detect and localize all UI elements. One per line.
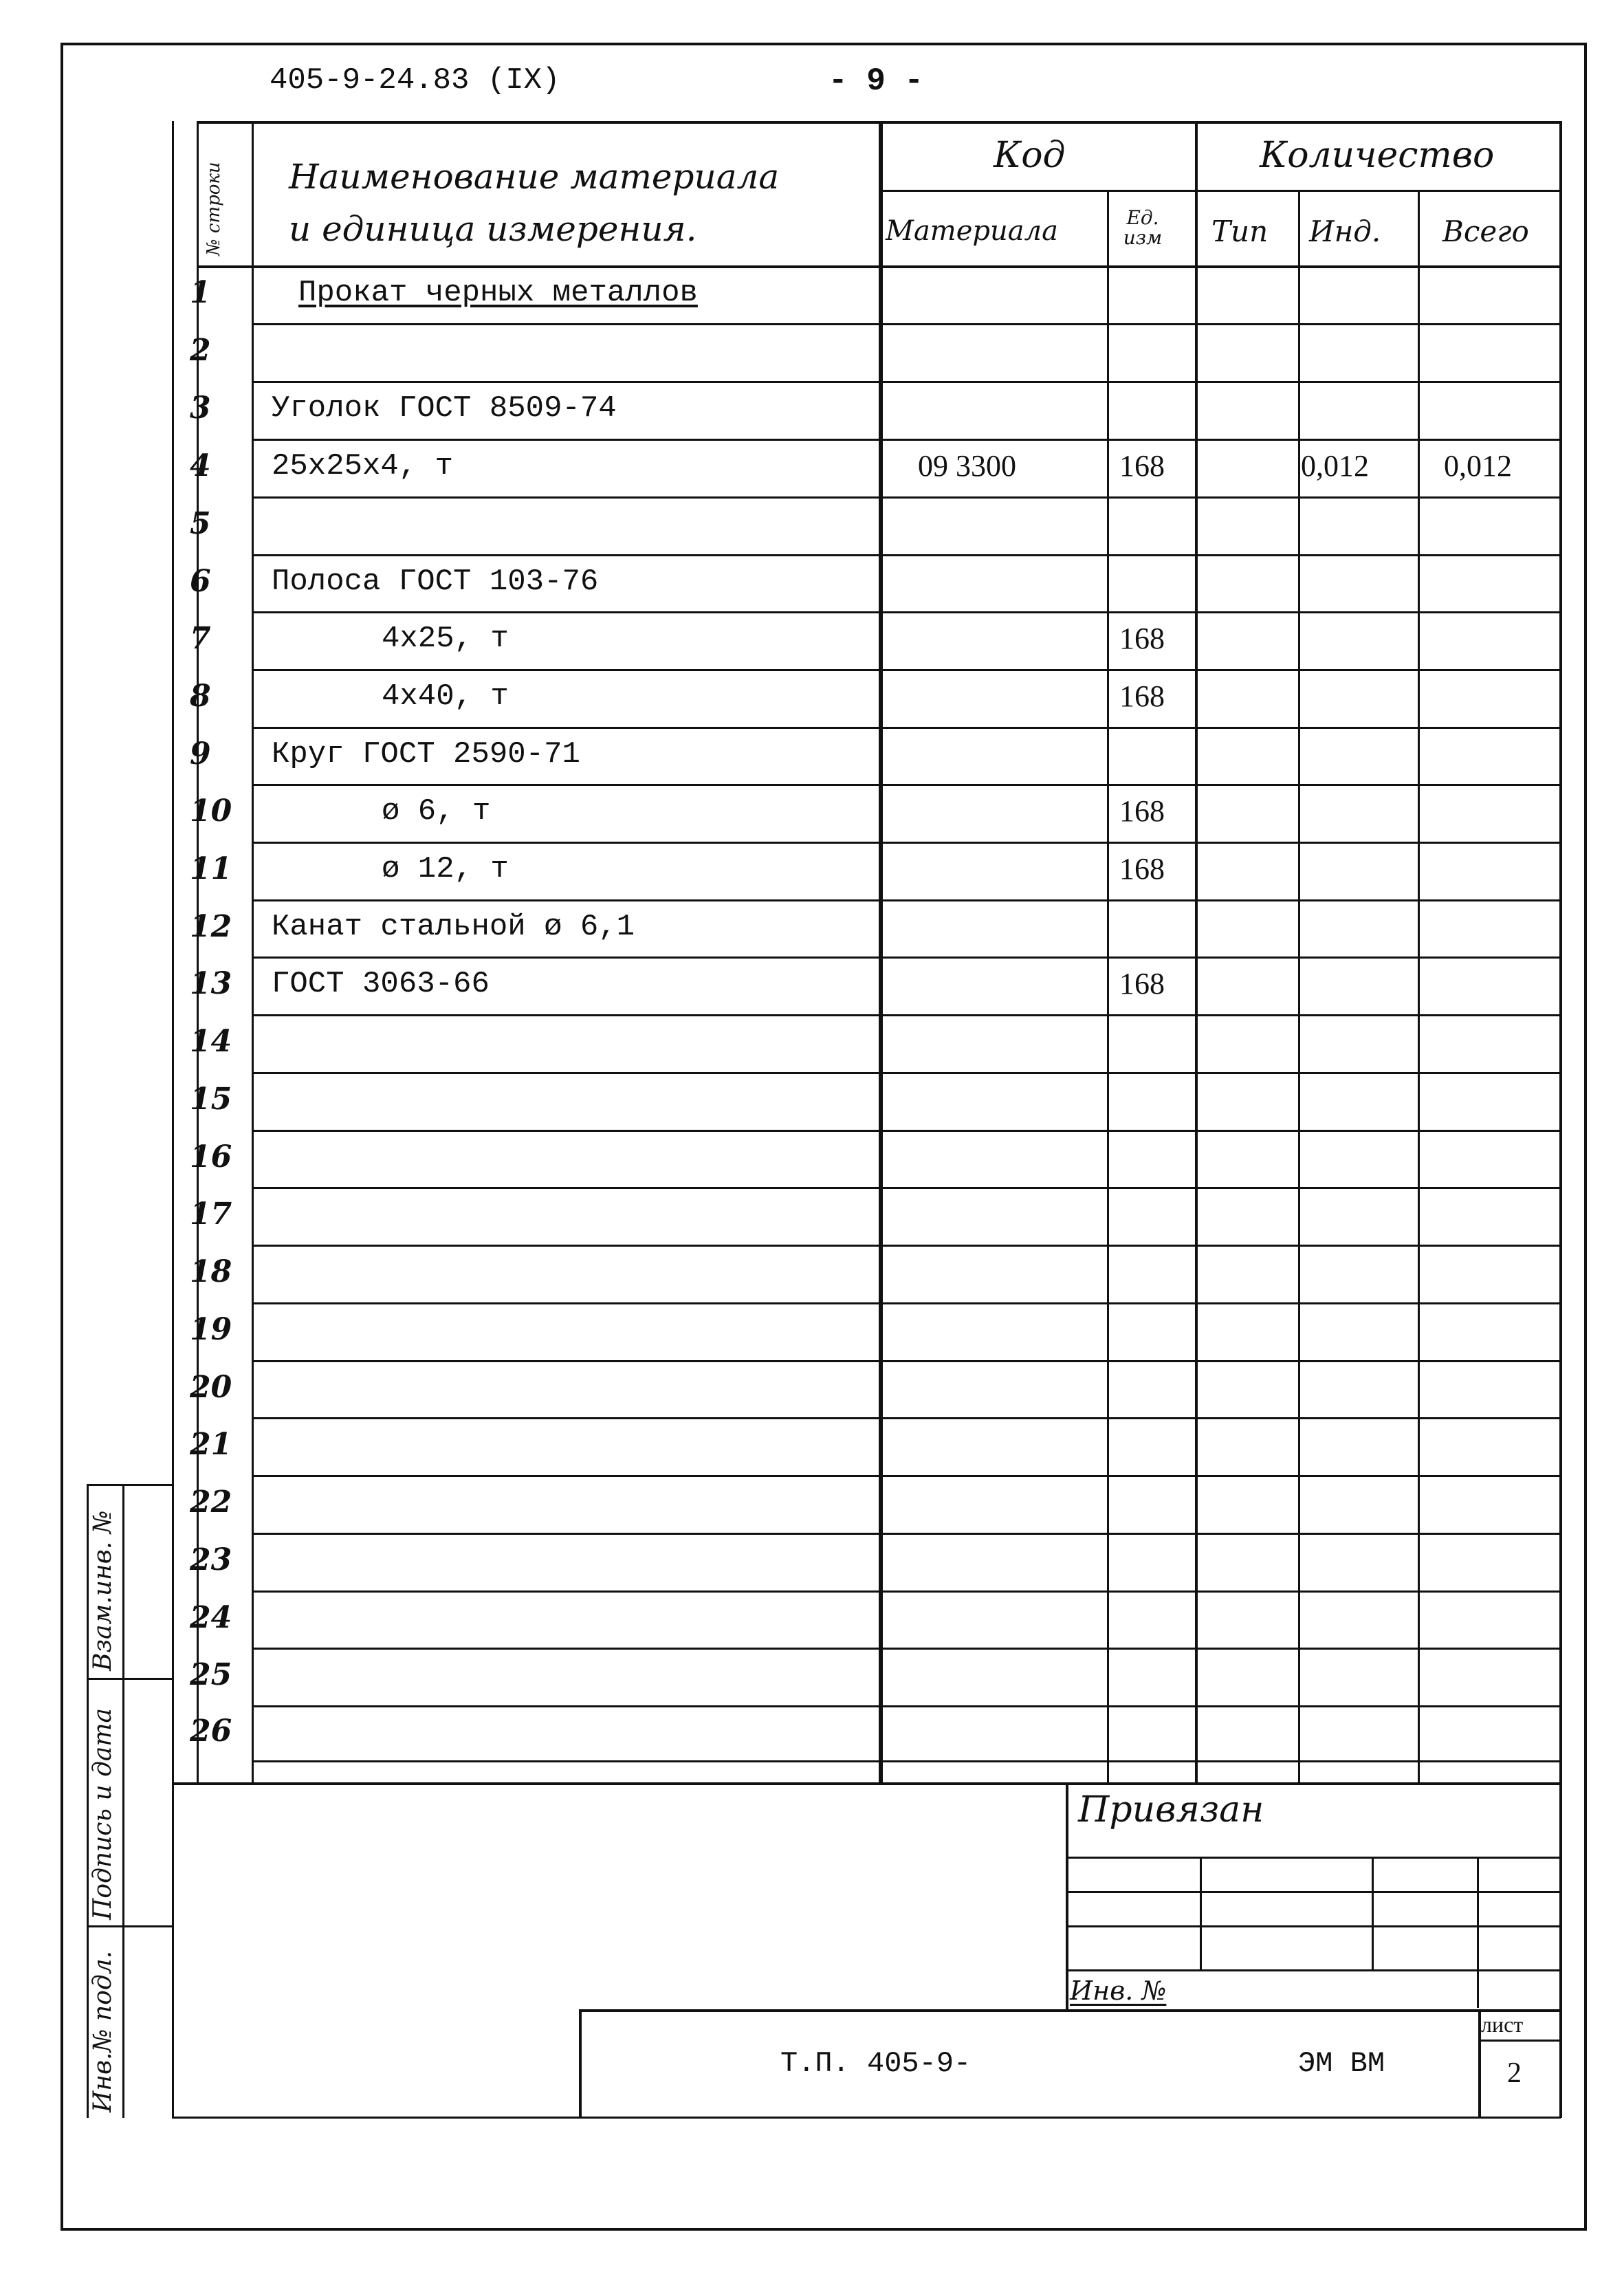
row-material-name: Прокат черных металлов xyxy=(298,276,698,310)
row-number: 1 xyxy=(190,275,211,310)
row-number: 19 xyxy=(190,1312,232,1347)
header-code-unit: Ед. изм xyxy=(1123,206,1163,250)
row-material-name: 4х25, т xyxy=(382,622,509,656)
row-number: 8 xyxy=(190,679,211,714)
header-name-line1: Наименование материала xyxy=(289,157,780,197)
row-material-code: 09 3300 xyxy=(918,449,1016,483)
row-number: 10 xyxy=(190,794,232,829)
row-number: 26 xyxy=(190,1714,232,1749)
header-row-number: № строки xyxy=(204,162,224,256)
row-unit-code: 168 xyxy=(1119,622,1165,655)
row-number: 22 xyxy=(190,1485,232,1520)
project-title: Т.П. 405-9- xyxy=(780,2047,972,2080)
row-number: 16 xyxy=(190,1139,232,1174)
header-qty-ind: Инд. xyxy=(1309,215,1381,248)
row-number: 14 xyxy=(190,1024,232,1059)
row-material-name: Уголок ГОСТ 8509-74 xyxy=(272,391,617,426)
row-unit-code: 168 xyxy=(1119,449,1165,483)
row-number: 2 xyxy=(190,333,211,368)
row-number: 25 xyxy=(190,1657,232,1692)
side-inv-podl: Инв.№ подл. xyxy=(89,1950,117,2112)
row-material-name: Полоса ГОСТ 103-76 xyxy=(272,564,599,599)
row-number: 11 xyxy=(190,851,232,886)
row-material-name: 25х25х4, т xyxy=(272,449,454,483)
privyazan-label: Привязан xyxy=(1078,1789,1264,1830)
row-unit-code: 168 xyxy=(1119,852,1165,886)
row-number: 18 xyxy=(190,1254,232,1289)
row-unit-code: 168 xyxy=(1119,967,1165,1001)
row-number: 3 xyxy=(190,391,211,426)
header-quantity-group: Количество xyxy=(1260,135,1495,176)
sheet-number: 2 xyxy=(1507,2057,1522,2089)
row-number: 20 xyxy=(190,1369,232,1405)
row-unit-code: 168 xyxy=(1119,679,1165,713)
row-number: 24 xyxy=(190,1599,232,1635)
row-material-name: ø 6, т xyxy=(382,794,491,829)
row-number: 6 xyxy=(190,563,211,599)
row-qty-total: 0,012 xyxy=(1444,449,1512,483)
header-code-material: Материала xyxy=(886,215,1058,247)
header-qty-type: Тип xyxy=(1211,215,1269,248)
row-unit-code: 168 xyxy=(1119,794,1165,828)
row-number: 15 xyxy=(190,1082,232,1117)
row-number: 13 xyxy=(190,966,232,1001)
header-qty-total: Всего xyxy=(1442,215,1529,248)
row-number: 17 xyxy=(190,1196,232,1232)
side-podpis-data: Подпись и дата xyxy=(89,1708,117,1920)
header-code-group: Код xyxy=(994,135,1066,176)
row-number: 4 xyxy=(190,448,211,483)
row-material-name: Круг ГОСТ 2590-71 xyxy=(272,736,580,772)
row-material-name: ø 12, т xyxy=(382,852,509,886)
row-number: 23 xyxy=(190,1542,232,1577)
row-number: 5 xyxy=(190,506,211,541)
row-number: 7 xyxy=(190,621,211,656)
row-number: 21 xyxy=(190,1427,232,1462)
row-material-name: 4х40, т xyxy=(382,679,509,714)
page-number: - 9 - xyxy=(829,63,924,99)
row-material-name: Канат стальной ø 6,1 xyxy=(272,909,635,944)
row-number: 12 xyxy=(190,908,232,944)
row-qty-ind: 0,012 xyxy=(1301,449,1369,483)
header-name-line2: и единица измерения. xyxy=(289,209,697,249)
drawing-mark: ЭМ ВМ xyxy=(1298,2047,1385,2080)
document-code: 405-9-24.83 (IX) xyxy=(270,63,560,98)
side-vzam-inv: Взам.инв. № xyxy=(89,1510,117,1671)
row-number: 9 xyxy=(190,736,211,772)
inv-number-label: Инв. № xyxy=(1070,1976,1167,2006)
row-material-name: ГОСТ 3063-66 xyxy=(272,967,490,1001)
sheet-label: лист xyxy=(1481,2012,1524,2037)
